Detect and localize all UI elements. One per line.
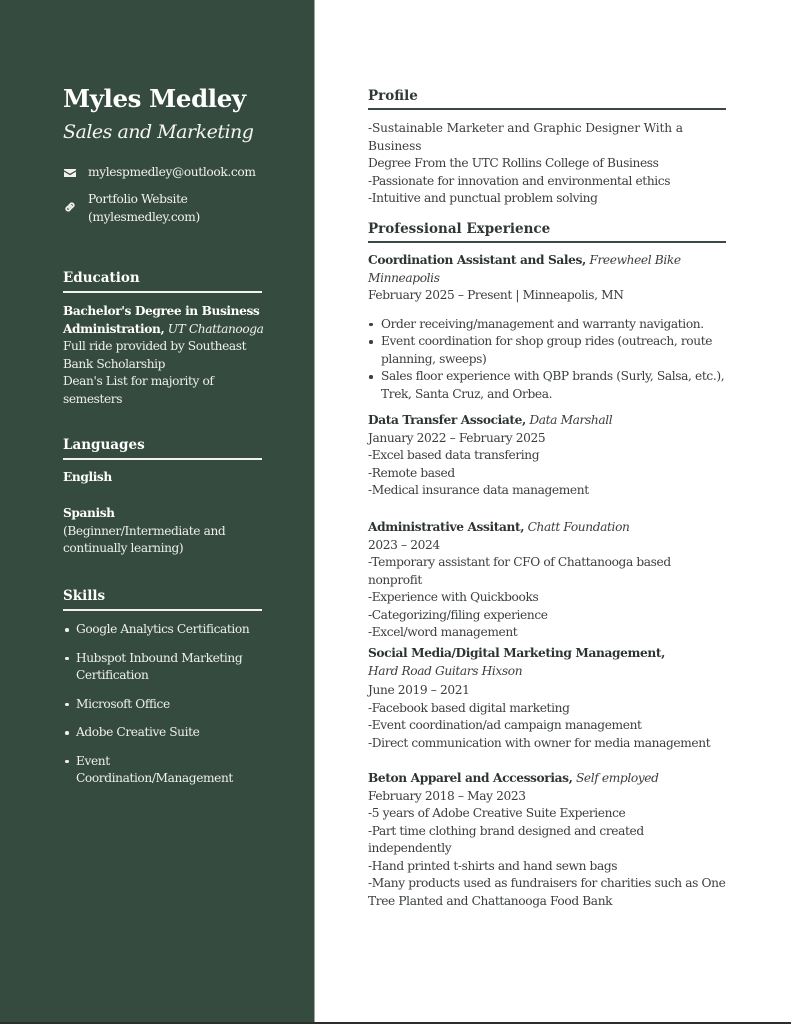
job-bullet [368, 368, 726, 403]
skills-list [63, 621, 273, 799]
bullet-text: Order receiving/management and warranty navigation. [381, 316, 704, 331]
profile-heading [368, 88, 726, 104]
skill-item [63, 724, 273, 742]
skill-text: Google Analytics Certification [76, 622, 250, 636]
job-line: -Direct communication with owner for media management [368, 735, 711, 750]
job-title: Coordination Assistant and Sales, [368, 253, 586, 267]
job-line: -Part time clothing brand designed and created independently [368, 823, 644, 855]
language-english [63, 469, 273, 487]
job-dates: 2023 – 2024 [368, 537, 440, 552]
language-detail: continually learning) [63, 541, 184, 555]
job-entry [368, 645, 726, 752]
language-detail: (Beginner/Intermediate and [63, 523, 226, 538]
job-line: -Many products used as fundraisers for charities such as One [368, 876, 726, 890]
job-entry [368, 252, 726, 403]
experience-divider [368, 241, 726, 243]
profile-line: -Intuitive and punctual problem solving [368, 191, 598, 205]
education-block [63, 303, 273, 408]
portfolio-url[interactable]: (mylesmedley.com) [88, 209, 200, 224]
education-note: Full ride provided by Southeast [63, 339, 247, 353]
job-line: -Medical insurance data management [368, 483, 589, 497]
skills-heading [63, 588, 262, 604]
language-name: Spanish [63, 506, 115, 520]
portfolio-label[interactable]: Portfolio Website [88, 192, 188, 206]
resume-role: Sales and Marketing [63, 121, 254, 143]
bullet-text: Event coordination for shop group rides (outreach, route [381, 334, 713, 348]
job-org: Self employed [575, 771, 659, 785]
job-line: -5 years of Adobe Creative Suite Experience [368, 806, 626, 820]
skills-heading-text: Skills [63, 588, 106, 604]
profile-line: -Passionate for innovation and environmental ethics [368, 173, 671, 188]
education-note: Bank Scholarship [63, 356, 166, 371]
skill-text: Event [76, 753, 110, 768]
job-bullet [368, 333, 726, 368]
education-divider [63, 291, 262, 293]
skill-text: Microsoft Office [76, 696, 170, 711]
job-org: Freewheel Bike Minneapolis [368, 253, 681, 285]
job-entry [368, 519, 726, 642]
job-dates: February 2025 – Present | Minneapolis, MN [368, 288, 624, 302]
job-line: -Facebook based digital marketing [368, 700, 570, 715]
school-name: UT Chattanooga [167, 321, 264, 336]
languages-divider [63, 458, 262, 460]
profile-block [368, 120, 726, 208]
experience-heading-text: Professional Experience [368, 221, 551, 237]
skill-item [63, 696, 273, 714]
profile-line: -Sustainable Marketer and Graphic Designer With a Business [368, 121, 683, 153]
job-line: -Experience with Quickbooks [368, 590, 539, 604]
job-line: -Temporary assistant for CFO of Chattanooga based nonprofit [368, 555, 671, 587]
job-line: Tree Planted and Chattanooga Food Bank [368, 893, 613, 908]
email-text[interactable]: mylespmedley@outlook.com [88, 165, 256, 179]
profile-divider [368, 108, 726, 110]
skill-text: Certification [76, 668, 149, 682]
language-spanish [63, 505, 273, 558]
bullet-text: Trek, Santa Cruz, and Orbea. [381, 386, 553, 401]
languages-heading-text: Languages [63, 437, 145, 453]
job-line: -Event coordination/ad campaign management [368, 718, 642, 732]
resume-name: Myles Medley [63, 84, 246, 113]
job-dates: June 2019 – 2021 [368, 683, 470, 697]
skill-item [63, 621, 273, 639]
skill-item [63, 650, 273, 685]
experience-heading [368, 221, 726, 237]
job-bullets [368, 316, 726, 404]
job-line: -Hand printed t-shirts and hand sewn bags [368, 858, 618, 873]
job-line: -Excel based data transfering [368, 448, 540, 462]
job-line: -Categorizing/filing experience [368, 607, 548, 622]
degree-line1: Bachelor's Degree in Business [63, 304, 260, 318]
degree-line2: Administration, [63, 321, 165, 336]
skill-text: Adobe Creative Suite [76, 725, 200, 739]
education-heading [63, 270, 262, 286]
job-dates: February 2018 – May 2023 [368, 788, 526, 803]
education-note: Dean's List for majority of [63, 374, 214, 388]
bullet-text: Sales floor experience with QBP brands (Surly, Salsa, etc.), [381, 369, 725, 383]
education-note: semesters [63, 391, 123, 406]
job-line: -Excel/word management [368, 625, 518, 639]
job-title: Data Transfer Associate, [368, 413, 526, 427]
skill-item [63, 753, 273, 788]
job-bullet [368, 316, 726, 334]
profile-heading-text: Profile [368, 88, 418, 104]
job-dates: January 2022 – February 2025 [368, 430, 546, 445]
job-title: Beton Apparel and Accessorias, [368, 771, 573, 785]
job-org: Data Marshall [529, 413, 613, 427]
skill-text: Hubspot Inbound Marketing [76, 650, 243, 665]
job-entry [368, 770, 726, 910]
job-org: Hard Road Guitars Hixson [368, 663, 523, 678]
sidebar [0, 0, 315, 1022]
job-entry [368, 412, 726, 500]
job-title: Social Media/Digital Marketing Management, [368, 646, 665, 660]
job-title: Administrative Assitant, [368, 520, 525, 534]
envelope-icon [63, 166, 77, 180]
job-org: Chatt Foundation [527, 520, 630, 534]
education-heading-text: Education [63, 270, 140, 286]
skills-divider [63, 609, 262, 611]
languages-heading [63, 437, 262, 453]
skill-text: Coordination/Management [76, 771, 233, 785]
language-name: English [63, 470, 112, 484]
job-line: -Remote based [368, 465, 455, 480]
bullet-text: planning, sweeps) [381, 351, 487, 366]
link-icon [63, 200, 77, 214]
profile-line: Degree From the UTC Rollins College of Business [368, 156, 659, 170]
